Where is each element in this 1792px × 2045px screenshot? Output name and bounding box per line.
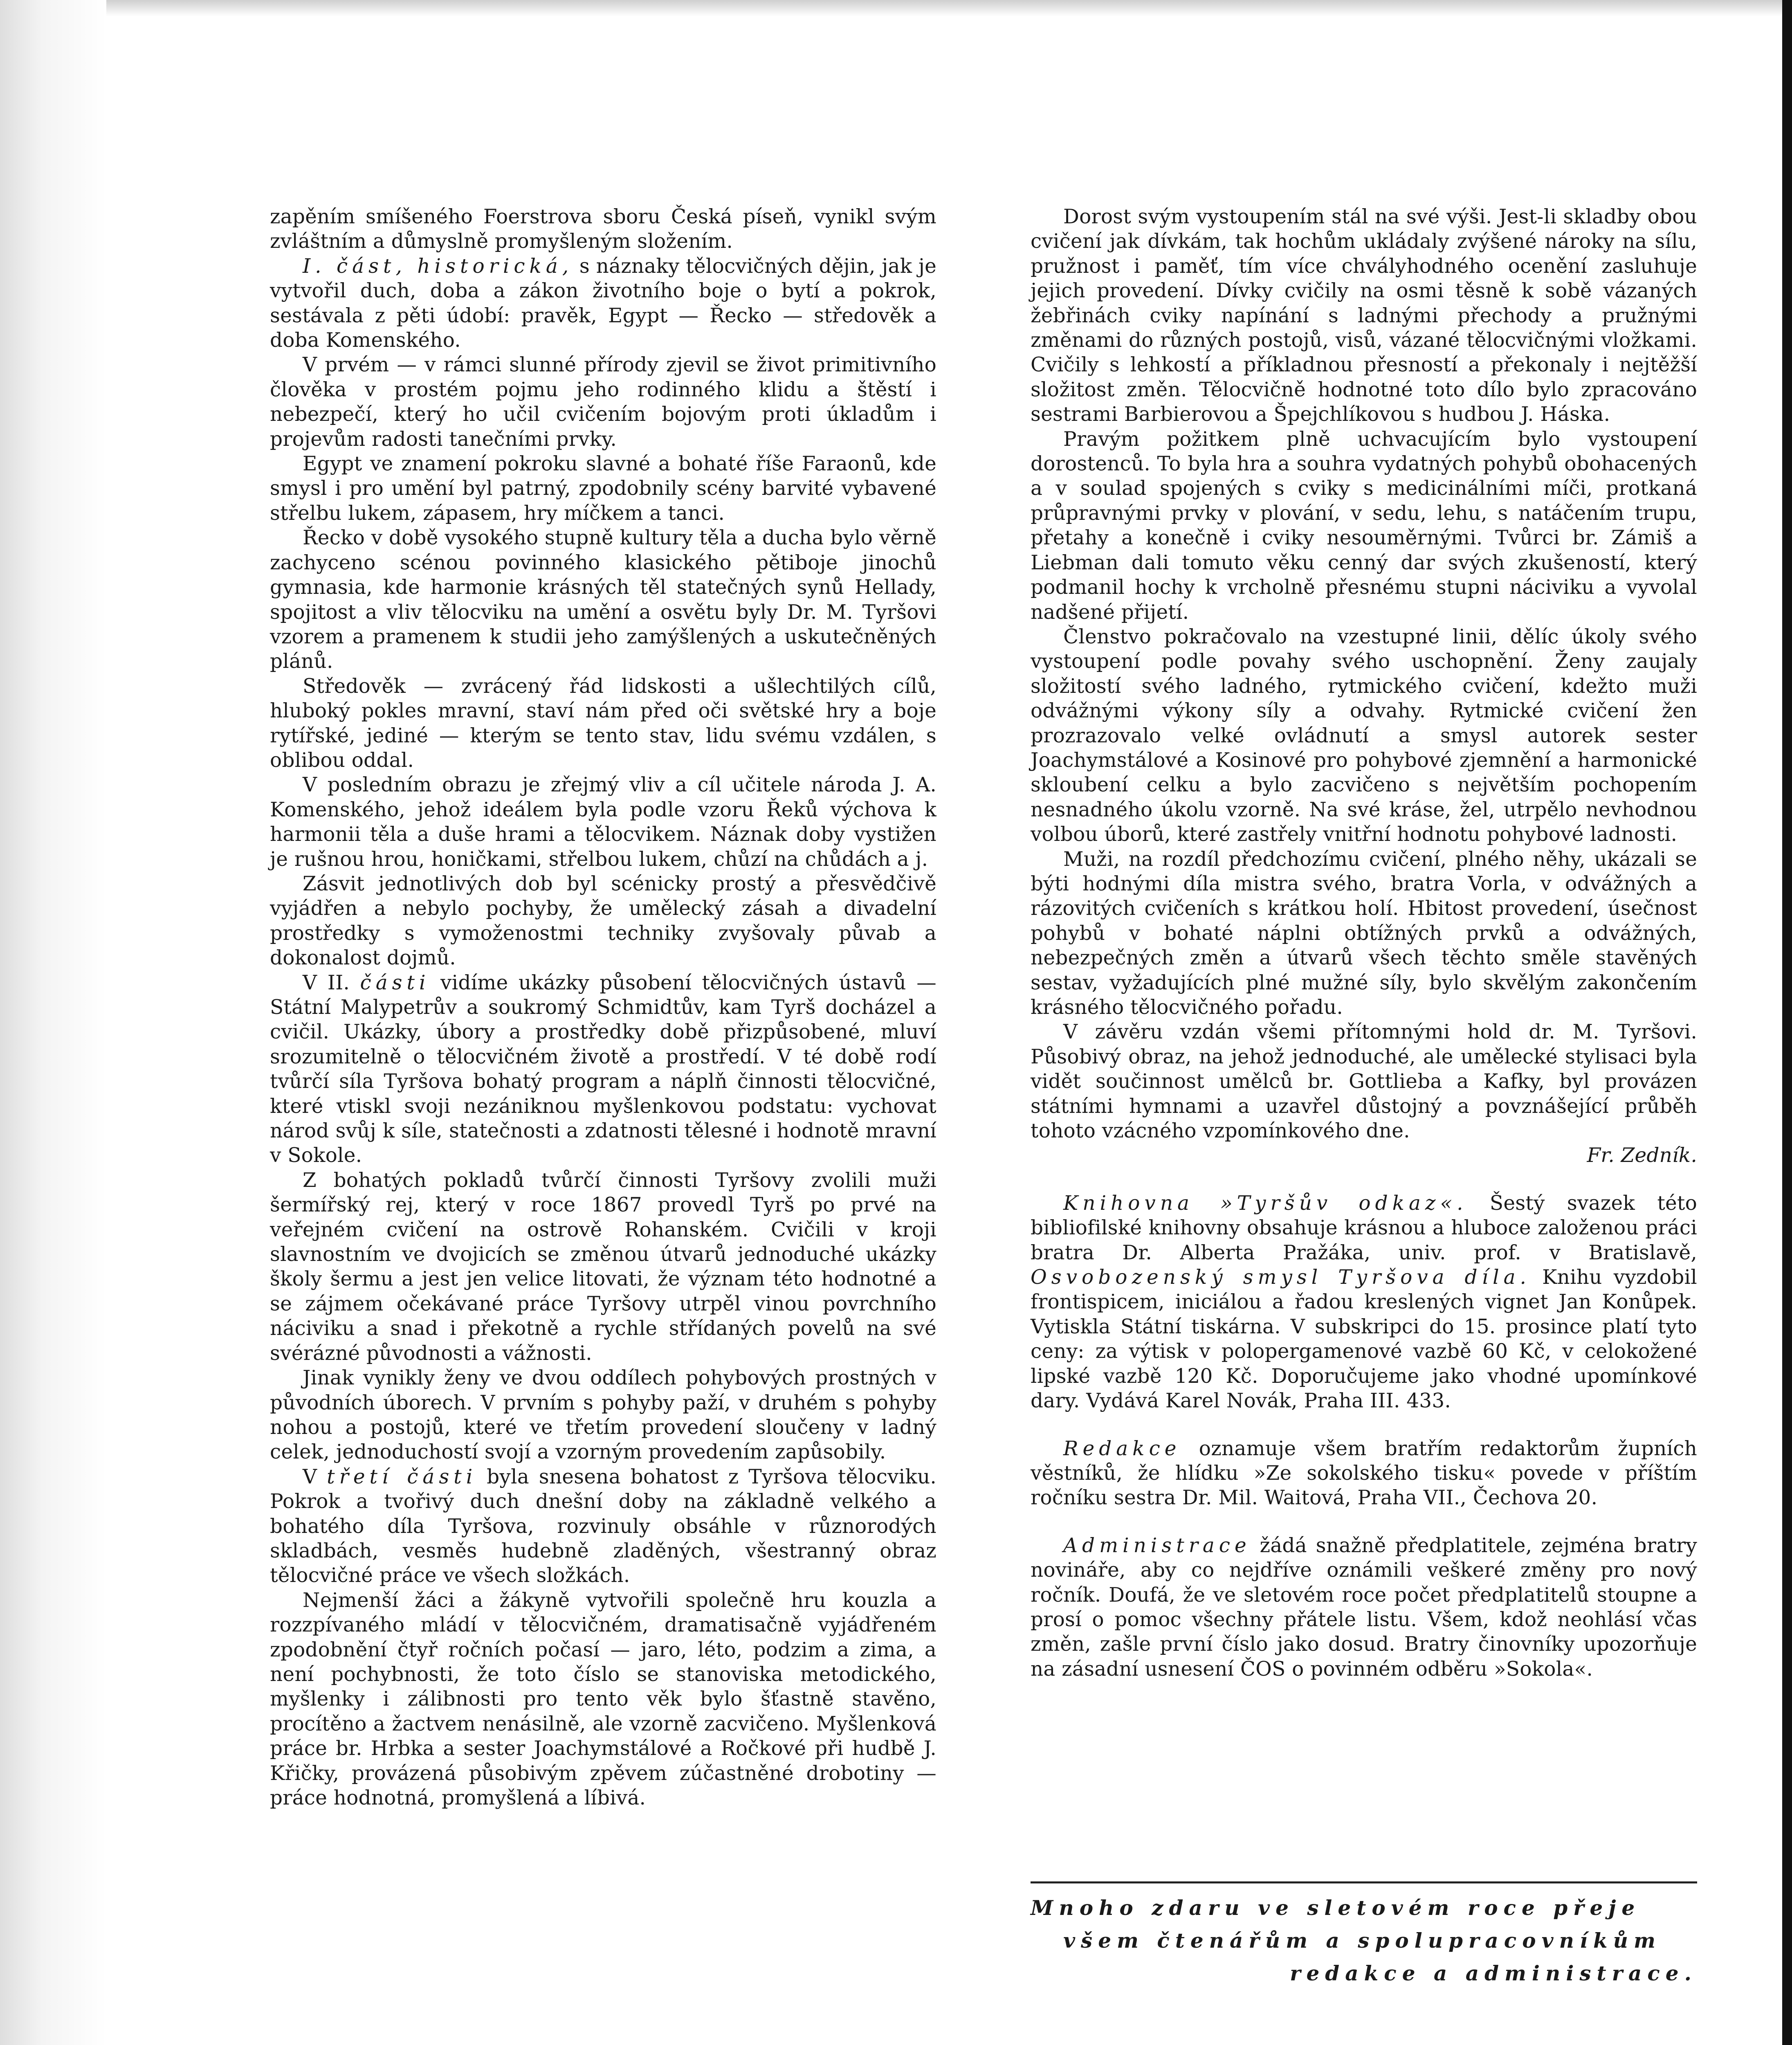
paragraph: Zásvit jednotlivých dob byl scénicky prostý a přesvědčivě vyjádřen a nebylo pochyby, že umělecký zásah a divadelní prostředky s vymoženostmi techniky zvyšovaly půvab a dokonalost dojmů. bbox=[270, 872, 936, 970]
wish-line: všem čtenářům a spolupracovníkům bbox=[1063, 1928, 1661, 1953]
right-column bbox=[1031, 204, 1697, 1681]
paragraph: V posledním obrazu je zřejmý vliv a cíl učitele národa J. A. Komenského, jehož ideálem byla podle vzoru Řeků výchova k harmonii těla a duše hrami a tělocvikem. Náznak doby vystižen je rušnou hrou, honičkami, střelbou lukem, chůzí na chůdách a j. bbox=[270, 773, 936, 871]
paragraph: V třetí části byla snesena bohatost z Tyršova tělocviku. Pokrok a tvořivý duch dnešní doby na základně velkého a bohatého díla Tyršova, rozvinuly obsáhle v různorodých skladbách, vesměs hudebně zladěných, všestranný obraz tělocvičné práce ve všech složkách. bbox=[270, 1465, 937, 1587]
divider bbox=[1031, 1881, 1697, 1883]
notice-editors: Redakce oznamuje všem bratřím redaktorům župních věstníků, že hlídku »Ze sokolského tisku« povede v příštím ročníku sestra Dr. Mil. Waitová, Praha VII., Čechova 20. bbox=[1031, 1437, 1697, 1510]
scan-edge-left bbox=[0, 0, 106, 2045]
left-column bbox=[270, 204, 936, 1810]
paragraph: Jinak vynikly ženy ve dvou oddílech pohybových prostných v původních úborech. V prvním s pohyby paží, v druhém s pohyby nohou a postojů, které ve třetím provedení sloučeny v ladný celek, jednoduchostí svojí a vzorným provedením zapůsobily. bbox=[270, 1366, 936, 1464]
paragraph: Středověk — zvrácený řád lidskosti a ušlechtilých cílů, hluboký pokles mravní, staví nám před oči světské hry a boje rytířské, jediné — kterým se tento stav, lidu svému vzdálen, s oblibou oddal. bbox=[270, 674, 936, 772]
scan-edge-top bbox=[0, 0, 1792, 16]
spacer bbox=[1031, 1168, 1697, 1191]
spacer bbox=[1031, 1414, 1697, 1436]
wish-line: redakce a administrace. bbox=[1290, 1961, 1697, 1985]
paragraph: Členstvo pokračovalo na vzestupné linii, dělíc úkoly svého vystoupení podle povahy svého uschopnění. Ženy zaujaly složitostí svého ladného, rytmického cvičení, kdežto muži odvážnými výkony síly a odvahy. Rytmické cvičení žen prozrazovalo velké ovládnutí a smysl autorek sester Joachymstálové a Kosinové pro pohybové zjemnění a harmonické skloubení celku a bylo zacvičeno s největším pochopením nesnadného úkolu vzorně. Na své kráse, žel, utrpělo nevhodnou volbou úborů, které zastřely vnitřní hodnotu pohybové ladnosti. bbox=[1031, 625, 1697, 846]
paragraph: V II. části vidíme ukázky působení tělocvičných ústavů — Státní Malypetrův a soukromý Schmidtův, kam Tyrš docházel a cvičil. Ukázky, úbory a prostředky době přizpůsobené, mluví srozumitelně o tělocvičném životě a prostředí. V té době rodí tvůrčí síla Tyršova bohatý program a náplň činnosti tělocvičné, které vtiskl svoji nezániknou myšlenkovou podstatu: vychovat národ svůj k síle, statečnosti a zdatnosti tělesné i hodnotě mravní v Sokole. bbox=[270, 971, 936, 1167]
closing-wish bbox=[1031, 1892, 1697, 1990]
paragraph: V závěru vzdán všemi přítomnými hold dr. M. Tyršovi. Působivý obraz, na jehož jednoduché, ale umělecké stylisaci byla vidět součinnost umělců br. Gottlieba a Kafky, byl provázen státními hymnami a uzavřel důstojný a povznášející průběh tohoto vzácného vzpomínkového dne. bbox=[1031, 1020, 1697, 1143]
paragraph: Řecko v době vysokého stupně kultury těla a ducha bylo věrně zachyceno scénou povinného klasického pětiboje jinochů gymnasia, kde harmonie krásných těl statečných synů Hellady, spojitost a vliv tělocviku na umění a osvětu byly Dr. M. Tyršovi vzorem a pramenem k studii jeho zamýšlených a uskutečněných plánů. bbox=[270, 526, 936, 673]
paragraph: Z bohatých pokladů tvůrčí činnosti Tyršovy zvolili muži šermířský rej, který v roce 1867 provedl Tyrš po prvé na veřejném cvičení na ostrově Rohanském. Cvičili v kroji slavnostním ve dvojicích se změnou útvarů jednoduché ukázky školy šermu a jest jen velice litovati, že význam této hodnotné a se zájmem očekávané práce Tyršovy utrpěl vinou povrchního náciviku a snad i překotně a rychle střídaných povelů na své svérázné původnosti a vážnosti. bbox=[270, 1169, 936, 1365]
paragraph: Pravým požitkem plně uchvacujícím bylo vystoupení dorostenců. To byla hra a souhra vydatných pohybů obohacených a v soulad spojených s cviky s medicinálními míči, protkaná průpravnými prvky v plování, v sedu, lehu, s natáčením trupu, přetahy a konečně i cviky nesouměrnými. Tvůrci br. Zámiš a Liebman dali tomuto věku cenný dar svých zkušeností, který podmanil hochy k vrcholně přesnému stupni náciviku a vyvolal nadšené přijetí. bbox=[1031, 427, 1697, 624]
paragraph: I. část, historická, s náznaky tělocvičných dějin, jak je vytvořil duch, doba a zákon životního boje o bytí a pokrok, sestávala z pěti údobí: pravěk, Egypt — Řecko — středověk a doba Komenského. bbox=[270, 254, 936, 352]
paragraph: Nejmenší žáci a žákyně vytvořili společně hru kouzla a rozzpívaného mládí v tělocvičném, dramatisačně vyjádřeném zpodobnění čtyř ročních počasí — jaro, léto, podzim a zima, a není pochybnosti, že toto číslo se stanoviska metodického, myšlenky i zálibnosti pro tento věk bylo šťastně stavěno, procítěno a žactvem nenásilně, ale vzorně zacvičeno. Myšlenková práce br. Hrbka a sester Joachymstálové a Ročkové při hudbě J. Křičky, provázená působivým zpěvem zúčastněné drobotiny — práce hodnotná, promyšlená a líbivá. bbox=[270, 1589, 936, 1809]
paragraph: zapěním smíšeného Foerstrova sboru Česká píseň, vynikl svým zvláštním a důmyslně promyšleným složením. bbox=[270, 205, 936, 253]
paragraph: Egypt ve znamení pokroku slavné a bohaté říše Faraonů, kde smysl i pro umění byl patrný, zpodobnily scény barvité vybavené střelbu lukem, zápasem, hry míčkem a tanci. bbox=[270, 452, 936, 525]
notice-administration: Administrace žádá snažně předplatitele, zejména bratry novináře, aby co nejdříve oznámili veškeré změny pro nový ročník. Doufá, že ve sletovém roce počet předplatitelů stoupne a prosí o pomoc všechny přátele listu. Všem, kdož neohlásí včas změn, zašle první číslo jako dosud. Bratry činovníky upozorňuje na zásadní usnesení ČOS o povinném odběru »Sokola«. bbox=[1031, 1534, 1697, 1681]
paragraph: Muži, na rozdíl předchozímu cvičení, plného něhy, ukázali se býti hodnými díla mistra svého, bratra Vorla, v odvážných a rázovitých cvičeních s krátkou holí. Hbitost provedení, úsečnost pohybů v bohaté náplni obtížných prvků a odvážných, nebezpečných změn a útvarů všech těchto směle stavěných sestav, vyžadujících plné mužné síly, bylo skvělým zakončením krásného tělocvičného pořadu. bbox=[1031, 847, 1697, 1019]
wish-line: Mnoho zdaru ve sletovém roce přeje bbox=[1031, 1896, 1641, 1920]
notice-library: Knihovna »Tyršův odkaz«. Šestý svazek této bibliofilské knihovny obsahuje krásnou a hluboce založenou práci bratra Dr. Alberta Pražáka, univ. prof. v Bratislavě, Osvobozenský smysl Tyršova díla. Knihu vyzdobil frontispicem, iniciálou a řadou kreslených vignet Jan Konůpek. Vytiskla Státní tiskárna. V subskripci do 15. prosince platí tyto ceny: za výtisk v polopergamenové vazbě 60 Kč, v celokožené lipské vazbě 120 Kč. Doporučujeme jako vhodné upomínkové dary. Vydává Karel Novák, Praha III. 433. bbox=[1031, 1191, 1697, 1413]
paragraph: Dorost svým vystoupením stál na své výši. Jest-li skladby obou cvičení jak dívkám, tak hochům ukládaly zvýšené nároky na sílu, pružnost i paměť, tím více chvályhodného ocenění zasluhuje jejich provedení. Dívky cvičily na osmi těsně k sobě vázaných žebřinách cviky napínání s ladnými přechody a pružnými změnami do různých postojů, visů, vázané tělocvičnými vložkami. Cvičily s lehkostí a příkladnou přesností a překonaly i nejtěžší složitost změn. Tělocvičně hodnotné toto dílo bylo zpracováno sestrami Barbierovou a Špejchlíkovou s hudbou J. Háska. bbox=[1031, 205, 1697, 426]
spacer bbox=[1031, 1510, 1697, 1533]
scan-edge-right bbox=[1782, 0, 1792, 2045]
paragraph: V prvém — v rámci slunné přírody zjevil se život primitivního člověka v prostém pojmu jeho rodinného klidu a štěstí i nebezpečí, který ho učil cvičením bojovým proti úkladům i projevům radosti tanečními prvky. bbox=[270, 353, 936, 451]
author-signature: Fr. Zedník. bbox=[1587, 1144, 1697, 1167]
page bbox=[270, 204, 1697, 2045]
